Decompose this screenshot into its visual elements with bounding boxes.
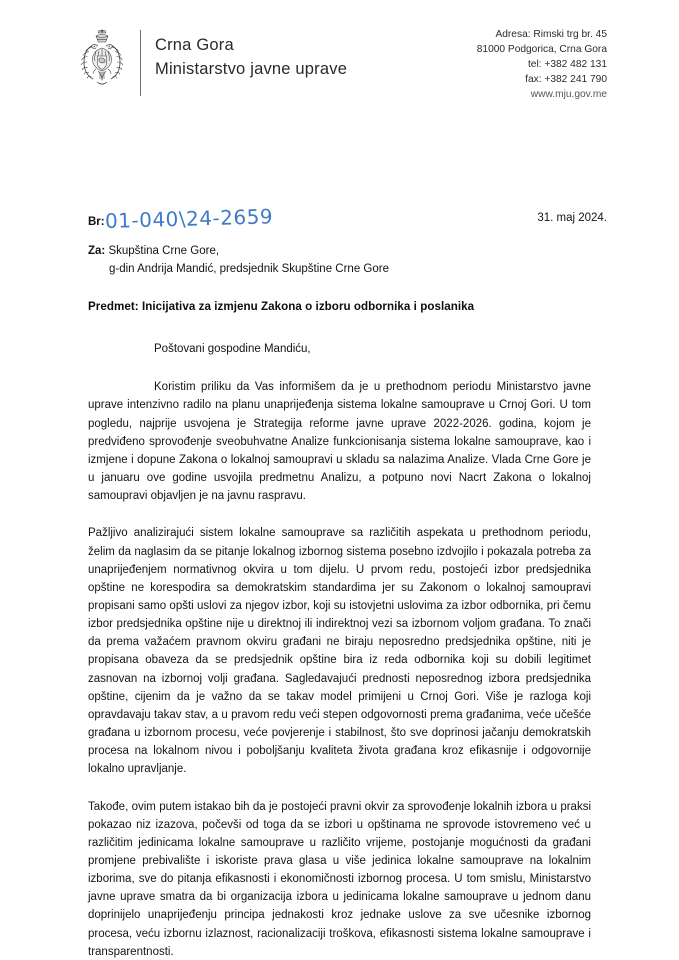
- address-block: [477, 28, 679, 102]
- body-paragraph-1: Koristim priliku da Vas informišem da je u prethodnom periodu Ministarstvo javne uprave intenzivno radilo na planu unaprijeđenja sistema lokalne samouprave u Crnoj Gori. U tom pogledu, najprije usvojena je Strategija reforme javne uprave 2022-2026. godina, kojom je predviđeno sprovođenje sveobuhvatne Analize funkcionisanja sistema lokalne samouprave, kao i izmjene i dopune Zakona o lokalnoj samoupravi u skladu sa nalazima Analize. Vlada Crne Gore je u januaru ove godine usvojila predmetnu Analizu, a potpuno novi Nacrt Zakona o lokalnoj samoupravi objavljen je na javnu raspravu.: [88, 381, 591, 503]
- addressee-institution: Skupština Crne Gore,: [108, 245, 220, 257]
- reference-date-row: [0, 206, 679, 236]
- ministry-branding: [0, 28, 347, 96]
- addressee-label: Za:: [88, 245, 106, 257]
- letter-body: [88, 341, 591, 960]
- address-website: www.mju.gov.me: [530, 88, 607, 100]
- montenegro-coat-of-arms-icon: [74, 28, 130, 94]
- address-street: Adresa: Rimski trg br. 45: [495, 29, 607, 40]
- salutation: Poštovani gospodine Mandiću,: [154, 343, 311, 355]
- address-telephone: tel: +382 482 131: [527, 58, 607, 70]
- address-fax: fax: +382 241 790: [525, 73, 607, 85]
- body-paragraph-3: Takođe, ovim putem istakao bih da je postojeći pravni okvir za sprovođenje lokalnih izbora u praksi pokazao niz izazova, počevši od toga da se izbori u opštinama ne sprovode istovremeno već u različitim jedinicama lokalne samouprave u različito vrijeme, postojanje mogućnosti da građani promjene prebivalište i iskoriste prava glasa u više jedinica lokalne samouprave na lokalnim izborima, sve do pitanja efikasnosti i ekonomičnosti izbornog procesa. U tom smislu, Ministarstvo javne uprave smatra da bi organizacija izbora u jedinicama lokalne samouprave u jednom danu doprinijelo unaprijeđenju principa jednakosti kroz jednake uslove za sve učesnike izbornog procesa, veću izbornu izlaznost, racionalizaciji troškova, efikasnosti sistema lokalne samouprave i transparentnosti.: [88, 800, 591, 958]
- ministry-name: Ministarstvo javne uprave: [155, 59, 348, 78]
- document-date: 31. maj 2024.: [537, 212, 607, 224]
- addressee-line-1: [88, 243, 389, 261]
- letterhead: [0, 28, 679, 102]
- reference-number-block: [88, 204, 274, 233]
- subject-line: [88, 300, 474, 313]
- subject-text: Inicijativa za izmjenu Zakona o izboru odbornika i poslanika: [141, 300, 475, 313]
- reference-label: Br:: [88, 216, 105, 228]
- addressee-block: [88, 243, 389, 279]
- handwritten-reference-number: 01-040\24-2659: [104, 204, 274, 233]
- address-city: 81000 Podgorica, Crna Gora: [476, 43, 607, 55]
- ministry-name-block: [155, 28, 347, 96]
- country-name: Crna Gora: [155, 36, 234, 54]
- letterhead-divider: [140, 30, 141, 96]
- body-paragraph-2: Pažljivo analizirajući sistem lokalne samouprave sa različitih aspekata u prethodnom periodu, želim da naglasim da se pitanje lokalnog izbornog sistema posebno izdvojilo i pokazala potreba za unaprijeđenjem normativnog okvira u tom dijelu. U prvom redu, postojeći izbor predsjednika opštine ne korespodira sa demokratskim standardima jer su Zakonom o lokalnoj samoupravi propisani samo opšti uslovi za njegov izbor, koji su istovjetni uslovima za izbor odbornika, pri čemu izbor predsjednika opštine nije u direktnoj ili indirektnoj vezi sa izbornom voljom građana. To znači da prema važaćem pravnom okviru građani ne biraju neposredno predsjednika opštine, niti je propisana obaveza da se predsjednik opštine bira iz reda odbornika koji su dobili legitimet zasnovan na izbornoj volji građana. Sagledavajući prednosti neposrednog izbora predsjednika opštine, cijenim da je važno da se takav model primijeni u Crnoj Gori. Više je razloga koji opravdavaju takav stav, a u pravom redu veći stepen odgovornosti prema građanima, veće učešće građana u izbornom procesu, veće povjerenje i stabilnost, što sve doprinosi jačanju demokratskih procesa na lokalnom nivou i poboljšanju kvaliteta života građana kroz efikasnije i odgovornije lokalno upravljanje.: [88, 527, 591, 776]
- addressee-person: g-din Andrija Mandić, predsjednik Skupštine Crne Gore: [109, 262, 389, 275]
- subject-label: Predmet:: [88, 300, 139, 313]
